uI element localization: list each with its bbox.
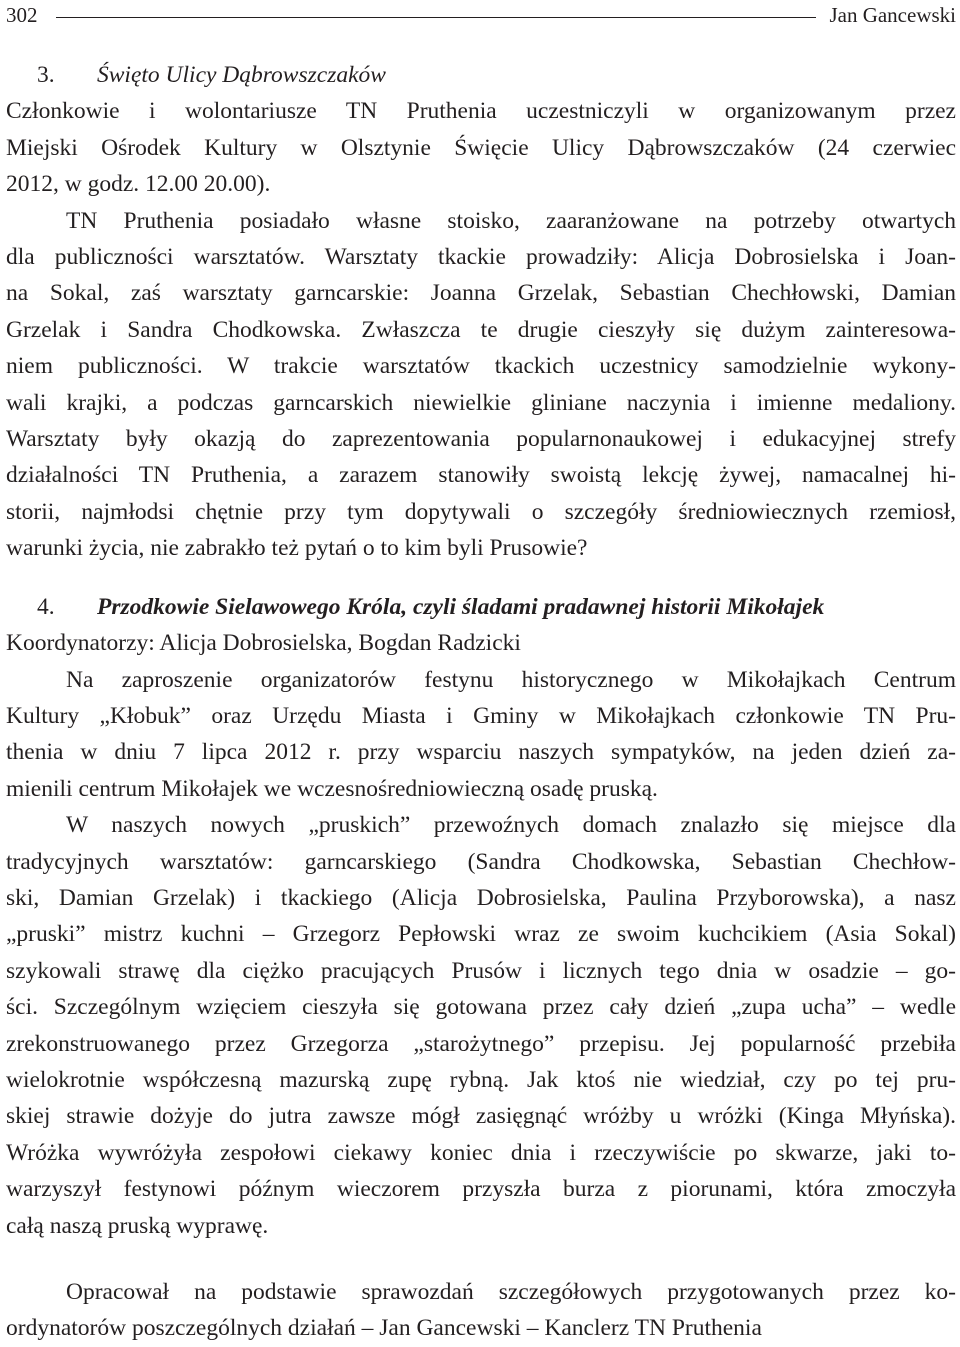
header-rule [56,17,816,18]
spacer [6,567,956,589]
section-4 [6,589,956,1244]
text-line: Miejski Ośrodek Kultury w Olsztynie Święcie Ulicy Dąbrowszczaków (24 czerwiec [6,134,956,161]
text-line: Wróżka wywróżyła zespołowi ciekawy koniec dnia i rzeczywiście po skwarze, jaki to- [6,1139,956,1166]
section-4-paragraph-2-cont [6,844,956,1244]
text-line: skiej strawie dożyje do jutra zawsze mógł zasięgnąć wróżby u wróżki (Kinga Młyńska). [6,1103,956,1130]
text-line: Opracował na podstawie sprawozdań szczegółowych przygotowanych przez ko- [66,1279,956,1305]
text-line: ski, Damian Grzelak) i tkackiego (Alicja Dobrosielska, Paulina Przyborowska), a nasz [6,884,956,911]
page-number: 302 [6,3,38,27]
attribution-paragraph [6,1274,956,1310]
text-line: Kultury „Kłobuk” oraz Urzędu Miasta i Gminy w Mikołajkach członkowie TN Pru- [6,702,956,729]
text-line: całą naszą pruską wyprawę. [6,1212,269,1239]
text-line: TN Pruthenia posiadało własne stoisko, zaaranżowane na potrzeby otwartych [66,207,956,234]
text-line: Koordynatorzy: Alicja Dobrosielska, Bogdan Radzicki [6,630,521,657]
text-line: „pruski” mistrz kuchni – Grzegorz Pepłowski wraz ze swoim kuchcikiem (Asia Sokal) [6,921,956,948]
section-4-number: 4. [37,593,55,620]
text-line: na Sokal, zaś warsztaty garncarskie: Joanna Grzelak, Sebastian Chechłowski, Damian [6,280,956,307]
text-line: Grzelak i Sandra Chodkowska. Zwłaszcza te drugie cieszyły się dużym zainteresowa- [6,316,956,343]
section-4-coordinators [6,625,956,661]
section-3-heading [6,57,956,93]
text-line: ści. Szczególnym wzięciem cieszyła się gotowana przez cały dzień „zupa ucha” – wedle [6,994,956,1021]
text-line: thenia w dniu 7 lipca 2012 r. przy wsparciu naszych sympatyków, na jeden dzień za- [6,739,956,766]
section-3 [6,57,956,567]
section-3-paragraph-1 [6,93,956,202]
text-line: Na zaproszenie organizatorów festynu historycznego w Mikołajkach Centrum [66,666,956,693]
spacer [6,1244,956,1274]
section-4-paragraph-2 [6,807,956,843]
text-line: warzyszył festynowi późnym wieczorem przyszła burza z piorunami, która zmoczyła [6,1176,956,1203]
attribution-paragraph-cont [6,1310,956,1346]
text-line: tradycyjnych warsztatów: garncarskiego (Sandra Chodkowska, Sebastian Chechłow- [6,848,956,875]
running-head: Jan Gancewski [829,3,956,27]
text-line: storii, najmłodsi chętnie przy tym dopytywali o szczegóły średniowiecznych rzemiosł, [6,498,956,525]
text-line: W naszych nowych „pruskich” przewoźnych domach znalazło się miejsce dla [66,812,956,839]
page-header [6,0,956,30]
text-line: Warsztaty były okazją do zaprezentowania popularnonaukowej i edukacyjnej strefy [6,426,956,453]
section-4-title: Przodkowie Sielawowego Króla, czyli śladami pradawnej historii Mikołajek [97,593,825,620]
section-4-paragraph-1-cont [6,698,956,807]
text-line: zrekonstruowanego przez Grzegorza „starożytnego” przepisu. Jej popularność przebiła [6,1030,956,1057]
section-3-paragraph-2-cont [6,239,956,567]
text-line: szykowali strawę dla ciężko pracujących Prusów i licznych tego dnia w osadzie – go- [6,957,956,984]
text-line: niem publiczności. W trakcie warsztatów tkackich uczestnicy samodzielnie wykony- [6,353,956,380]
text-line: wali krajki, a podczas garncarskich niewielkie gliniane naczynia i imienne medaliony. [6,389,956,416]
text-line: Członkowie i wolontariusze TN Pruthenia uczestniczyli w organizowanym przez [6,98,956,125]
section-3-paragraph-2 [6,203,956,239]
section-4-paragraph-1 [6,662,956,698]
text-line: dla publiczności warsztatów. Warsztaty tkackie prowadziły: Alicja Dobrosielska i Joan- [6,244,956,271]
text-line: wielokrotnie współczesną mazurską zupę rybną. Jak ktoś nie wiedział, czy po tej pru- [6,1066,956,1093]
section-3-title: Święto Ulicy Dąbrowszczaków [97,62,386,88]
text-line: warunki życia, nie zabrakło też pytań o to kim byli Prusowie? [6,535,588,562]
section-4-heading [6,589,956,625]
text-line: działalności TN Pruthenia, a zarazem stanowiły swoistą lekcję żywej, namacalnej hi- [6,462,956,489]
text-line: 2012, w godz. 12.00 20.00). [6,171,271,198]
text-line: mienili centrum Mikołajek we wczesnośredniowieczną osadę pruską. [6,775,658,802]
section-3-number: 3. [37,62,55,88]
document-page [6,0,956,1347]
text-line: ordynatorów poszczególnych działań – Jan Gancewski – Kanclerz TN Pruthenia [6,1315,762,1342]
